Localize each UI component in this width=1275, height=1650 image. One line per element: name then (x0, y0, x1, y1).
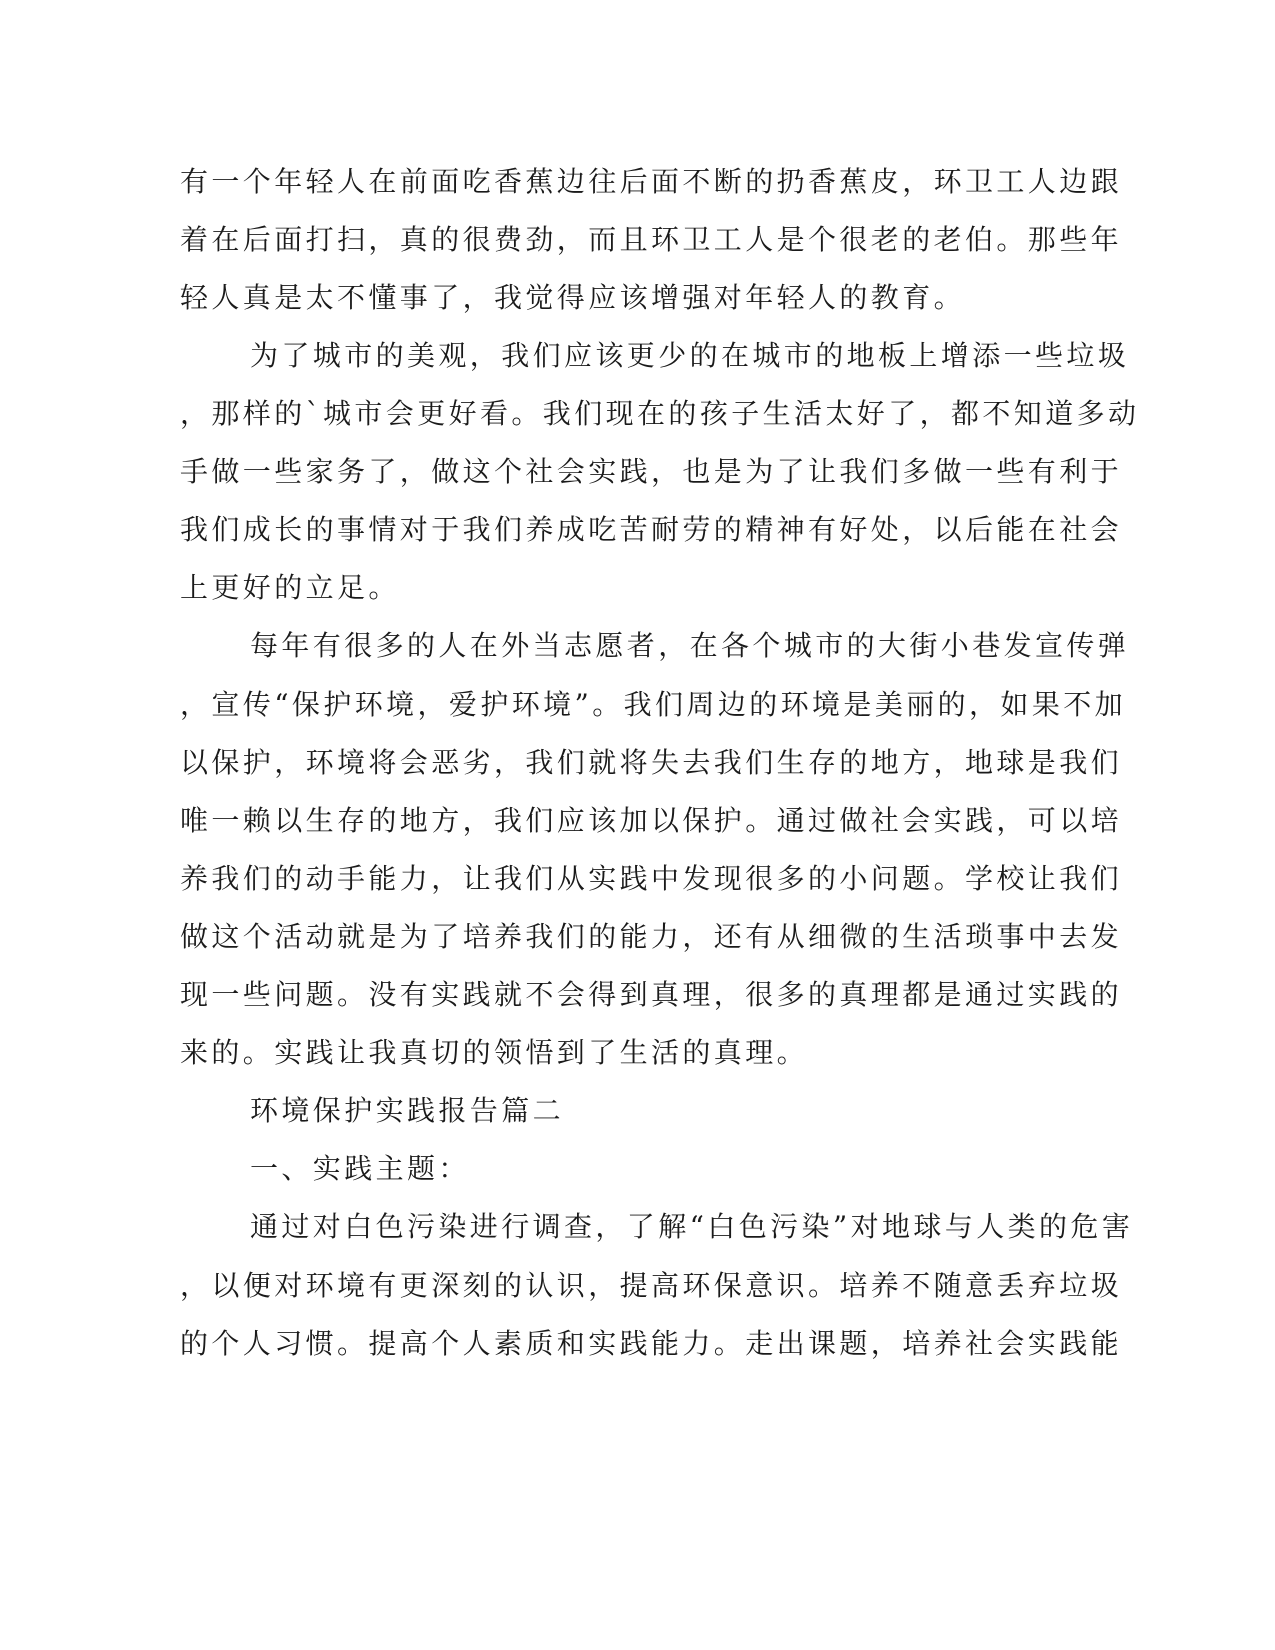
paragraph-line: 我们成长的事情对于我们养成吃苦耐劳的精神有好处，以后能在社会 (180, 513, 1123, 546)
paragraph-line: 做这个活动就是为了培养我们的能力，还有从细微的生活琐事中去发 (180, 920, 1123, 953)
subsection-heading: 一、实践主题： (250, 1152, 470, 1185)
paragraph-line: ，以便对环境有更深刻的认识，提高环保意识。培养不随意丢弃垃圾 (180, 1269, 1123, 1302)
paragraph-line: 着在后面打扫，真的很费劲，而且环卫工人是个很老的老伯。那些年 (180, 223, 1123, 256)
section-heading: 环境保护实践报告篇二 (250, 1094, 565, 1127)
paragraph-line: 轻人真是太不懂事了，我觉得应该增强对年轻人的教育。 (180, 281, 966, 314)
paragraph-line: 养我们的动手能力，让我们从实践中发现很多的小问题。学校让我们 (180, 862, 1123, 895)
paragraph-line: ，宣传“保护环境，爱护环境”。我们周边的环境是美丽的，如果不加 (180, 688, 1127, 721)
paragraph-line: 以保护，环境将会恶劣，我们就将失去我们生存的地方，地球是我们 (180, 746, 1123, 779)
paragraph-line: 通过对白色污染进行调查，了解“白色污染”对地球与人类的危害 (250, 1210, 1134, 1243)
paragraph-line: 唯一赖以生存的地方，我们应该加以保护。通过做社会实践，可以培 (180, 804, 1123, 837)
paragraph-line: 为了城市的美观，我们应该更少的在城市的地板上增添一些垃圾 (250, 339, 1130, 372)
paragraph-line: 现一些问题。没有实践就不会得到真理，很多的真理都是通过实践的 (180, 978, 1123, 1011)
paragraph-line: 手做一些家务了，做这个社会实践，也是为了让我们多做一些有利于 (180, 455, 1123, 488)
paragraph-line: 的个人习惯。提高个人素质和实践能力。走出课题，培养社会实践能 (180, 1327, 1123, 1360)
paragraph-line: 上更好的立足。 (180, 571, 400, 604)
paragraph-line: 来的。实践让我真切的领悟到了生活的真理。 (180, 1036, 809, 1069)
paragraph-line: 每年有很多的人在外当志愿者，在各个城市的大街小巷发宣传弹 (250, 629, 1130, 662)
paragraph-line: 有一个年轻人在前面吃香蕉边往后面不断的扔香蕉皮，环卫工人边跟 (180, 165, 1123, 198)
paragraph-line: ，那样的`城市会更好看。我们现在的孩子生活太好了，都不知道多动 (180, 397, 1140, 430)
